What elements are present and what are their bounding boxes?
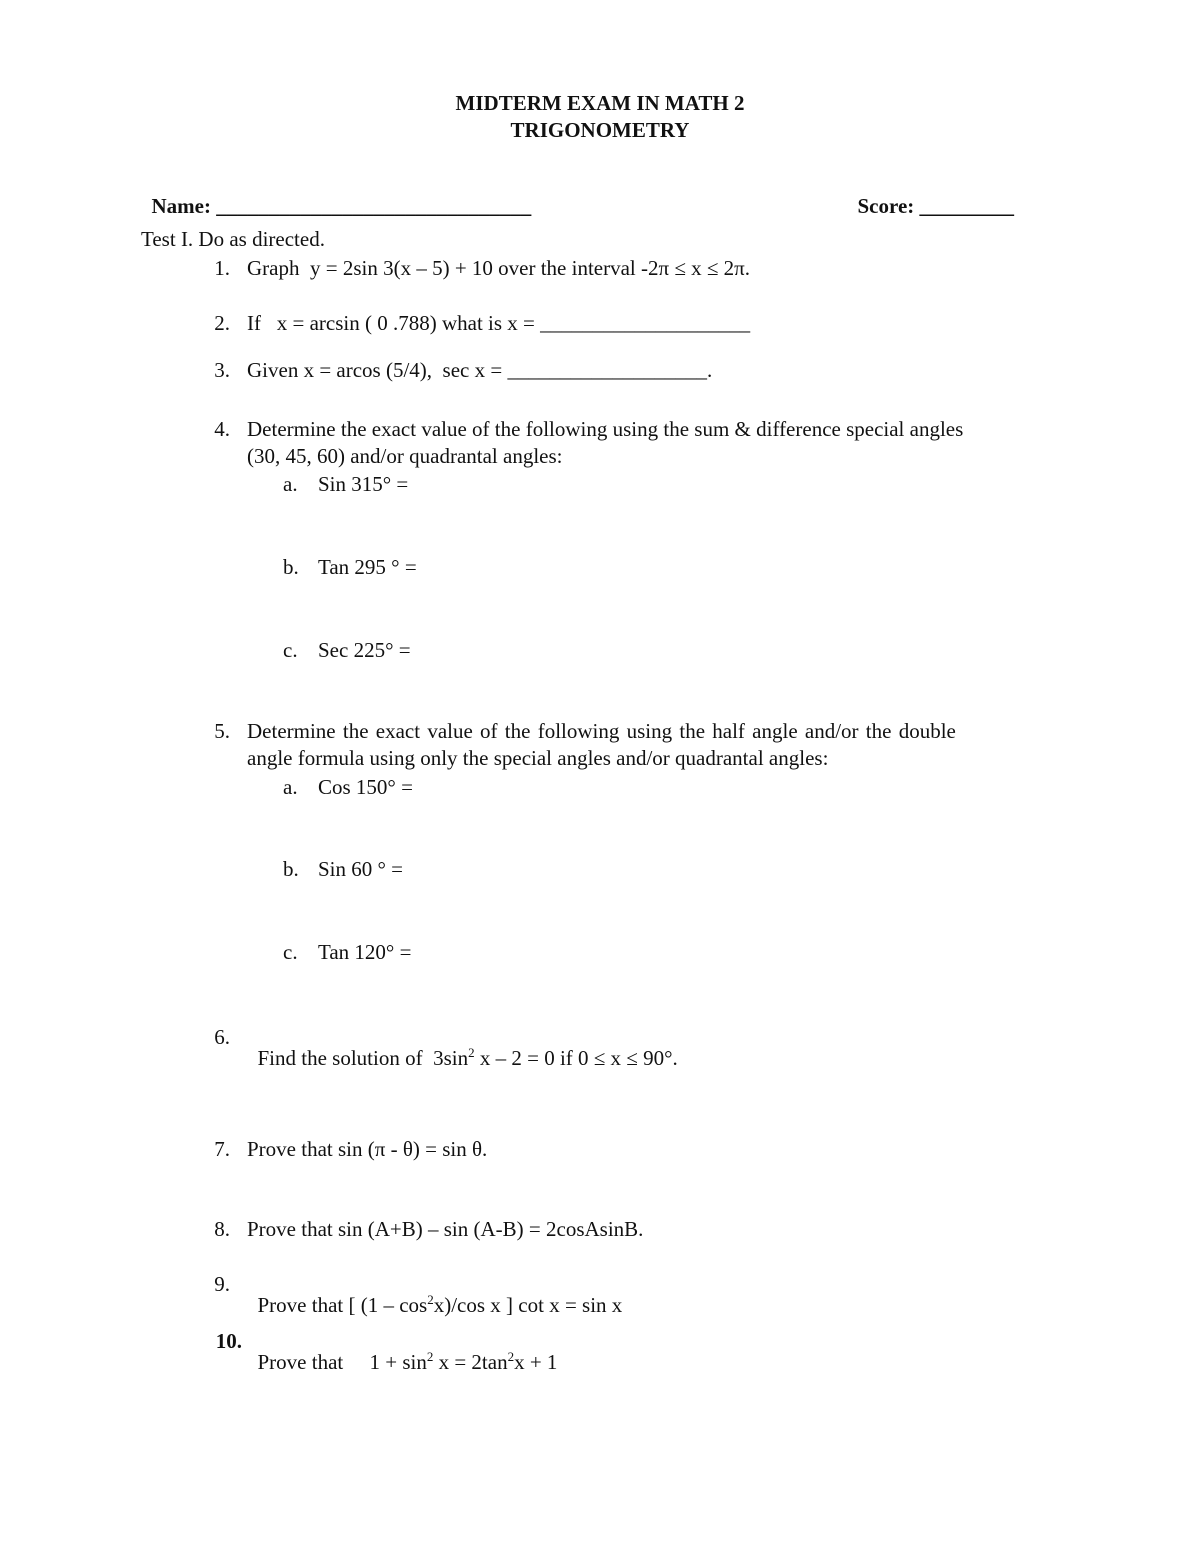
- question-number: 10.: [215, 1329, 242, 1353]
- test-heading: Test I. Do as directed.: [141, 227, 325, 251]
- name-blank: ______________________________: [216, 194, 532, 218]
- question-8-text: Prove that sin (A+B) – sin (A-B) = 2cosAsinB.: [247, 1217, 644, 1241]
- question-10-pre: Prove that 1 + sin: [257, 1350, 427, 1374]
- sub-item-label: b.: [283, 857, 299, 881]
- question-number: 1.: [214, 256, 230, 280]
- sub-item-label: c.: [283, 638, 298, 662]
- question-10-mid: x = 2tan: [433, 1350, 508, 1374]
- exam-subtitle: TRIGONOMETRY: [510, 118, 690, 142]
- question-4-line1: Determine the exact value of the following using the sum & difference special angles: [247, 417, 964, 441]
- question-5-line1: Determine the exact value of the following using the half angle and/or the double: [247, 719, 956, 743]
- question-5b-text: Sin 60 ° =: [318, 857, 404, 881]
- question-number: 3.: [214, 358, 230, 382]
- question-10-post: x + 1: [514, 1350, 558, 1374]
- question-6-pre: Find the solution of 3sin: [257, 1046, 469, 1070]
- question-7-text: Prove that sin (π - θ) = sin θ.: [247, 1137, 488, 1161]
- question-4-line2: (30, 45, 60) and/or quadrantal angles:: [247, 444, 563, 468]
- score-blank: _________: [919, 194, 1015, 218]
- question-number: 2.: [214, 311, 230, 335]
- question-6-text: [247, 1027, 678, 1069]
- sub-item-label: c.: [283, 940, 298, 964]
- superscript: 2: [468, 1045, 475, 1060]
- question-3-text: Given x = arcos (5/4), sec x = ___________________.: [247, 358, 713, 382]
- sub-item-label: a.: [283, 472, 298, 496]
- question-2-text: If x = arcsin ( 0 .788) what is x = ____________________: [247, 311, 751, 335]
- question-number: 6.: [214, 1025, 230, 1049]
- question-5-line2: angle formula using only the special angles and/or quadrantal angles:: [247, 746, 829, 770]
- question-4a-text: Sin 315° =: [318, 472, 409, 496]
- question-10-text: [247, 1331, 557, 1373]
- score-label: Score:: [857, 194, 920, 218]
- name-field: [141, 175, 531, 217]
- question-9-post: x)/cos x ] cot x = sin x: [433, 1293, 623, 1317]
- sub-item-label: b.: [283, 555, 299, 579]
- question-5a-text: Cos 150° =: [318, 775, 413, 799]
- question-number: 8.: [214, 1217, 230, 1241]
- superscript: 2: [427, 1292, 434, 1307]
- question-9-pre: Prove that [ (1 – cos: [257, 1293, 428, 1317]
- question-number: 7.: [214, 1137, 230, 1161]
- question-9-text: [247, 1274, 622, 1316]
- sub-item-label: a.: [283, 775, 298, 799]
- question-number: 9.: [214, 1272, 230, 1296]
- superscript: 2: [426, 1349, 434, 1364]
- name-label: Name:: [151, 194, 217, 218]
- question-1-text: Graph y = 2sin 3(x – 5) + 10 over the interval -2π ≤ x ≤ 2π.: [247, 256, 751, 280]
- superscript: 2: [507, 1349, 515, 1364]
- question-5c-text: Tan 120° =: [318, 940, 412, 964]
- score-field: [847, 175, 1014, 217]
- question-4c-text: Sec 225° =: [318, 638, 411, 662]
- question-number: 5.: [214, 719, 230, 743]
- question-4b-text: Tan 295 ° =: [318, 555, 417, 579]
- question-number: 4.: [214, 417, 230, 441]
- question-6-post: x – 2 = 0 if 0 ≤ x ≤ 90°.: [474, 1046, 678, 1070]
- exam-title: MIDTERM EXAM IN MATH 2: [455, 91, 745, 115]
